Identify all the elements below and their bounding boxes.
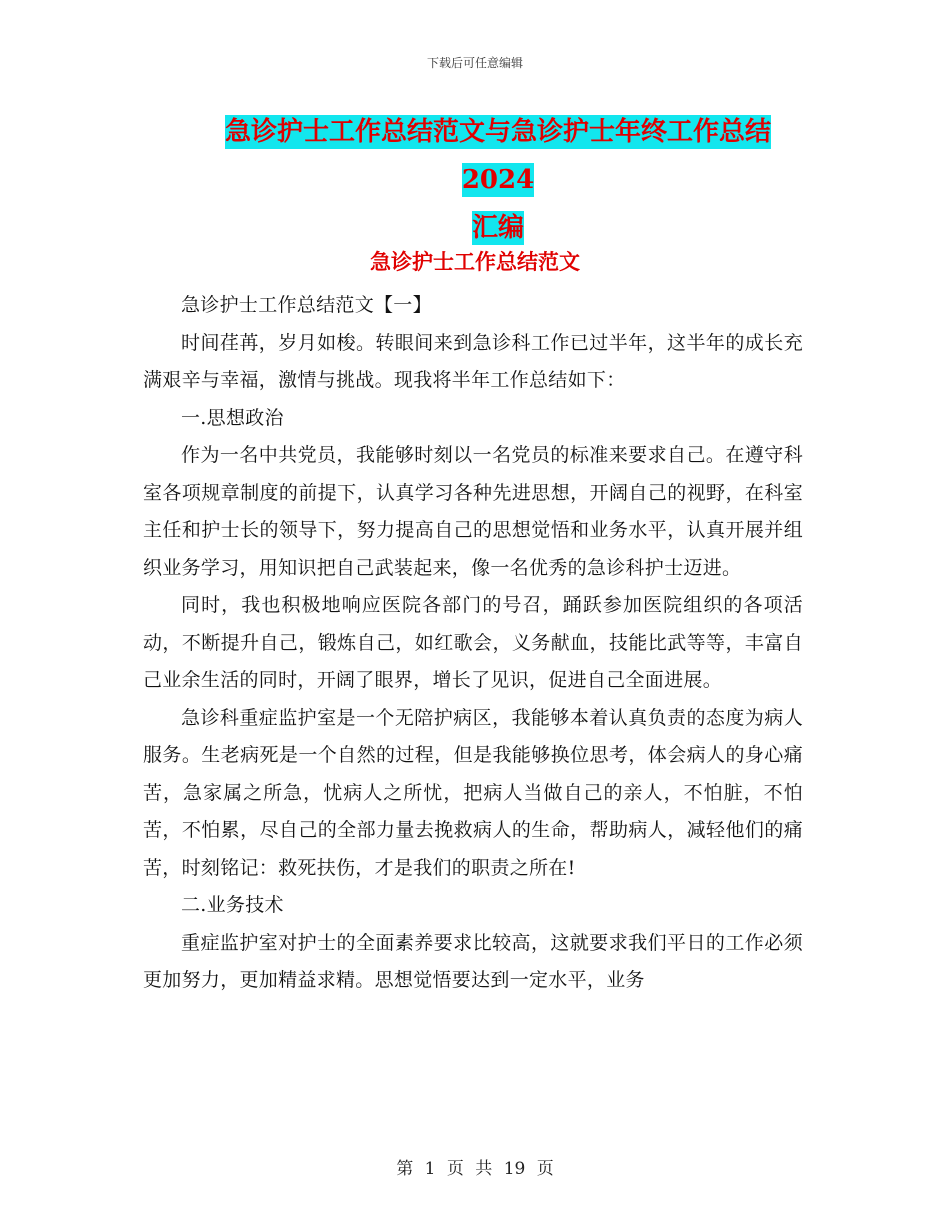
document-title-line1: 急诊护士工作总结范文与急诊护士年终工作总结 2024 xyxy=(224,117,771,195)
paragraph-subheading: 急诊护士工作总结范文【一】 xyxy=(181,294,432,316)
paragraph: 重症监护室对护士的全面素养要求比较高，这就要求我们平日的工作必须更加努力，更加精益求精。思想觉悟要达到一定水平，业务 xyxy=(143,931,803,991)
header-note: 下载后可任意编辑 xyxy=(426,56,523,70)
paragraph: 急诊科重症监护室是一个无陪护病区，我能够本着认真负责的态度为病人服务。生老病死是一个自然的过程，但是我能够换位思考，体会病人的身心痛苦，急家属之所急，忧病人之所忧，把病人当做自己的亲人，不怕脏，不怕苦，不怕累，尽自己的全部力量去挽救病人的生命，帮助病人，减轻他们的痛苦，时刻铭记：救死扶伤，才是我们的职责之所在! xyxy=(143,706,803,879)
page-footer: 第 1 页 共 19 页 xyxy=(396,1159,554,1179)
section-title: 急诊护士工作总结范文 xyxy=(370,249,580,274)
document-title xyxy=(190,108,806,252)
paragraph-heading: 一.思想政治 xyxy=(181,406,284,429)
paragraph: 时间荏苒，岁月如梭。转眼间来到急诊科工作已过半年，这半年的成长充满艰辛与幸福，激情与挑战。现我将半年工作总结如下： xyxy=(143,331,803,391)
paragraph: 作为一名中共党员，我能够时刻以一名党员的标准来要求自己。在遵守科室各项规章制度的前提下，认真学习各种先进思想，开阔自己的视野，在科室主任和护士长的领导下，努力提高自己的思想觉悟和业务水平，认真开展并组织业务学习，用知识把自己武装起来，像一名优秀的急诊科护士迈进。 xyxy=(143,444,803,579)
paragraph-heading: 二.业务技术 xyxy=(181,894,284,916)
document-title-line2: 汇编 xyxy=(471,213,524,243)
paragraph: 同时，我也积极地响应医院各部门的号召，踊跃参加医院组织的各项活动，不断提升自己，锻炼自己，如红歌会，义务献血，技能比武等等，丰富自己业余生活的同时，开阔了眼界，增长了见识，促进自己全面进展。 xyxy=(143,594,803,691)
body-content xyxy=(143,287,803,1000)
